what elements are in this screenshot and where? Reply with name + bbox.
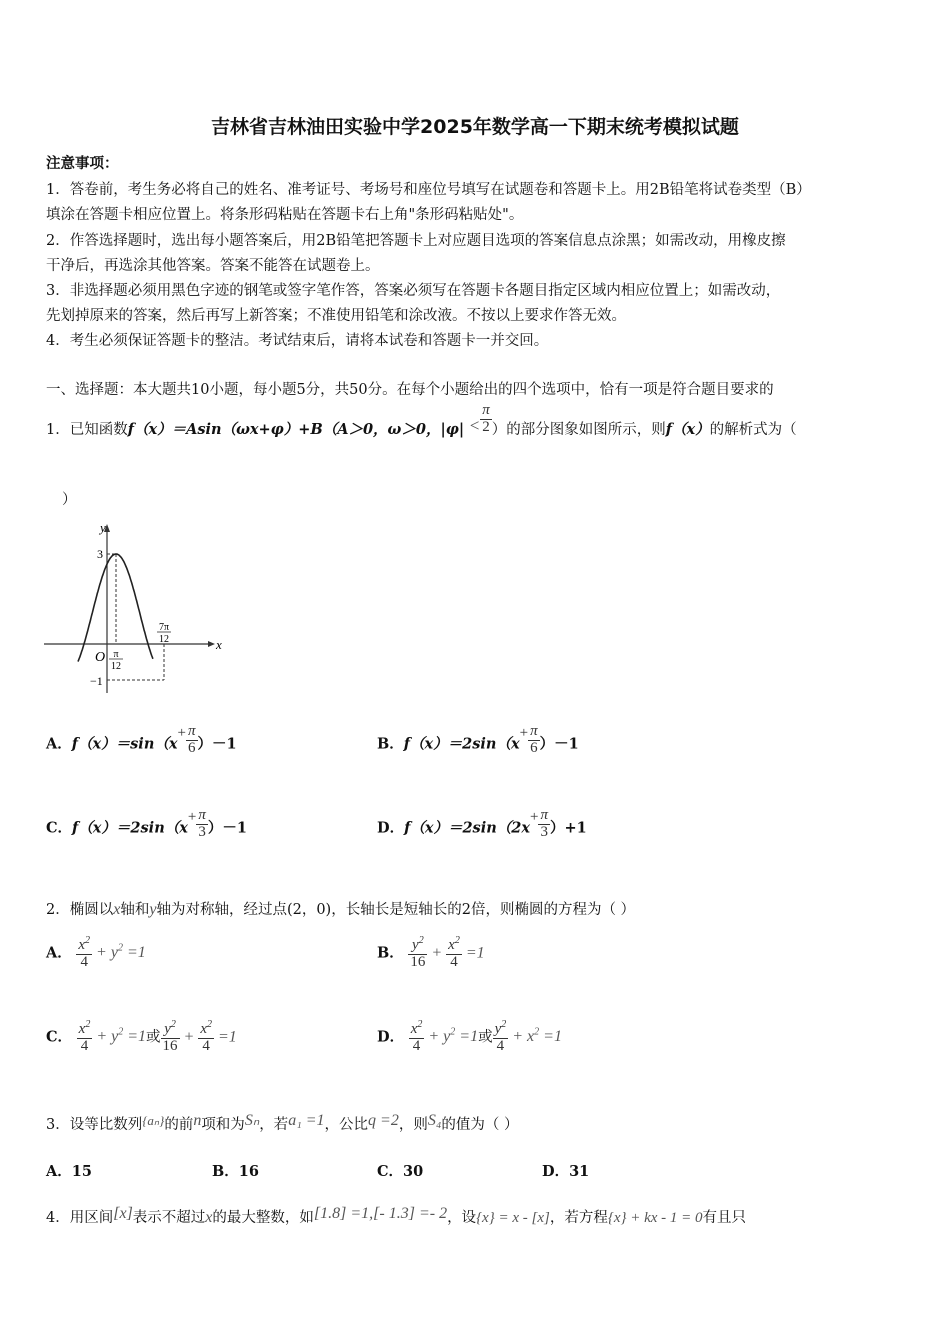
notice-line: 填涂在答题卡相应位置上。将条形码粘贴在答题卡右上角"条形码粘贴处"。 [46,207,524,223]
notice-header: 注意事项： [46,155,119,172]
x-axis-arrow [208,641,215,647]
trough-x-den: 12 [159,634,169,645]
x-axis-label: x [216,637,222,652]
notice-line: 干净后，再选涂其他答案。答案不能答在试题卷上。 [46,258,380,274]
q1-option-a[interactable]: A．f（x）＝sin（x+ $\frac{\pi}{6}$ ）－1 [46,723,237,756]
question-2: 2．椭圆以x轴和y轴为对称轴，经过点(2，0)，长轴长是短轴长的2倍，则椭圆的方程为（ ） [46,901,636,918]
page-title: 吉林省吉林油田实验中学2025年数学高一下期末统考模拟试题 [211,116,739,138]
y-max-label: 3 [97,547,103,561]
phi-bound: < $\frac{\pi}{2}$ [468,401,490,435]
notice-line: 先划掉原来的答案，然后再写上新答案；不准使用铅笔和涂改液。不按以上要求作答无效。 [46,308,626,324]
origin-label: O [95,650,106,665]
q1-option-c[interactable]: C．f（x）＝2sin（x+ $\frac{\pi}{3}$ ）－1 [46,807,247,840]
notice-line: 1．答卷前，考生务必将自己的姓名、准考证号、考场号和座位号填写在试题卷和答题卡上。用2B铅笔将试卷类型（B） [46,182,811,198]
section-heading: 一、选择题：本大题共10小题，每小题5分，共50分。在每个小题给出的四个选项中，恰有一项是符合题目要求的 [46,382,774,398]
question-3: 3．设等比数列{aₙ}的前n项和为Sₙ，若a₁ =1，公比q =2，则S₄的值为（ ） [46,1112,519,1133]
y-axis-label: y [100,520,106,535]
notice-line: 4．考生必须保证答题卡的整洁。考试结束后，请将本试卷和答题卡一并交回。 [46,333,549,349]
notice-line: 3．非选择题必须用黑色字迹的钢笔或签字笔作答，答案必须写在答题卡各题目指定区域内相应位置上；如需改动， [46,283,781,299]
q2-option-b[interactable]: B． $\frac{y^2}{16}$ + $\frac{x^2}{4}$ =1 [377,935,485,970]
question-1: 1．已知函数f（x）＝Asin（ωx+φ）+B（A＞0，ω＞0，|φ| < $\frac{\pi}{2}$ ）的部分图象如图所示，则f（x）的解析式为（ [46,401,797,438]
question-number: 1． [46,422,70,438]
trough-x-num: 7π [158,622,170,633]
q3-option-b[interactable]: B．16 [212,1163,259,1180]
question-4: 4．用区间[x]表示不超过x的最大整数，如[1.8] =1,[- 1.3] =- 2，设{x} = x - [x]，若方程{x} + kx - 1 = 0有且只 [46,1205,747,1226]
q2-option-c[interactable]: C． $\frac{x^2}{4}$ + $y^2 =1$或 $\frac{y^2}{16}$ + $\frac{x^2}{4}$ =1 [46,1019,237,1054]
peak-x-den: 12 [111,661,121,672]
q3-option-d[interactable]: D．31 [542,1163,590,1180]
q2-option-d[interactable]: D． $\frac{x^2}{4}$ + $y^2 =1$或 $\frac{y^2}{4}$ + $x^2 =1$ [377,1019,562,1054]
peak-x-num: π [113,649,119,660]
q2-option-a[interactable]: A． $\frac{x^2}{4}$ + $y^2 =1$ [46,935,146,970]
y-min-label: −1 [90,674,103,688]
q1-option-b[interactable]: B．f（x）＝2sin（x+ $\frac{\pi}{6}$ ）－1 [377,723,579,756]
question-1-close: ） [62,492,77,508]
function-graph [40,518,230,698]
q3-option-a[interactable]: A．15 [46,1163,92,1180]
q1-option-d[interactable]: D．f（x）＝2sin（2x+ $\frac{\pi}{3}$ ）+1 [377,807,587,840]
q3-option-c[interactable]: C．30 [377,1163,424,1180]
sine-curve [78,554,153,662]
notice-line: 2．作答选择题时，选出每小题答案后，用2B铅笔把答题卡上对应题目选项的答案信息点涂黑；如需改动，用橡皮擦 [46,233,786,249]
